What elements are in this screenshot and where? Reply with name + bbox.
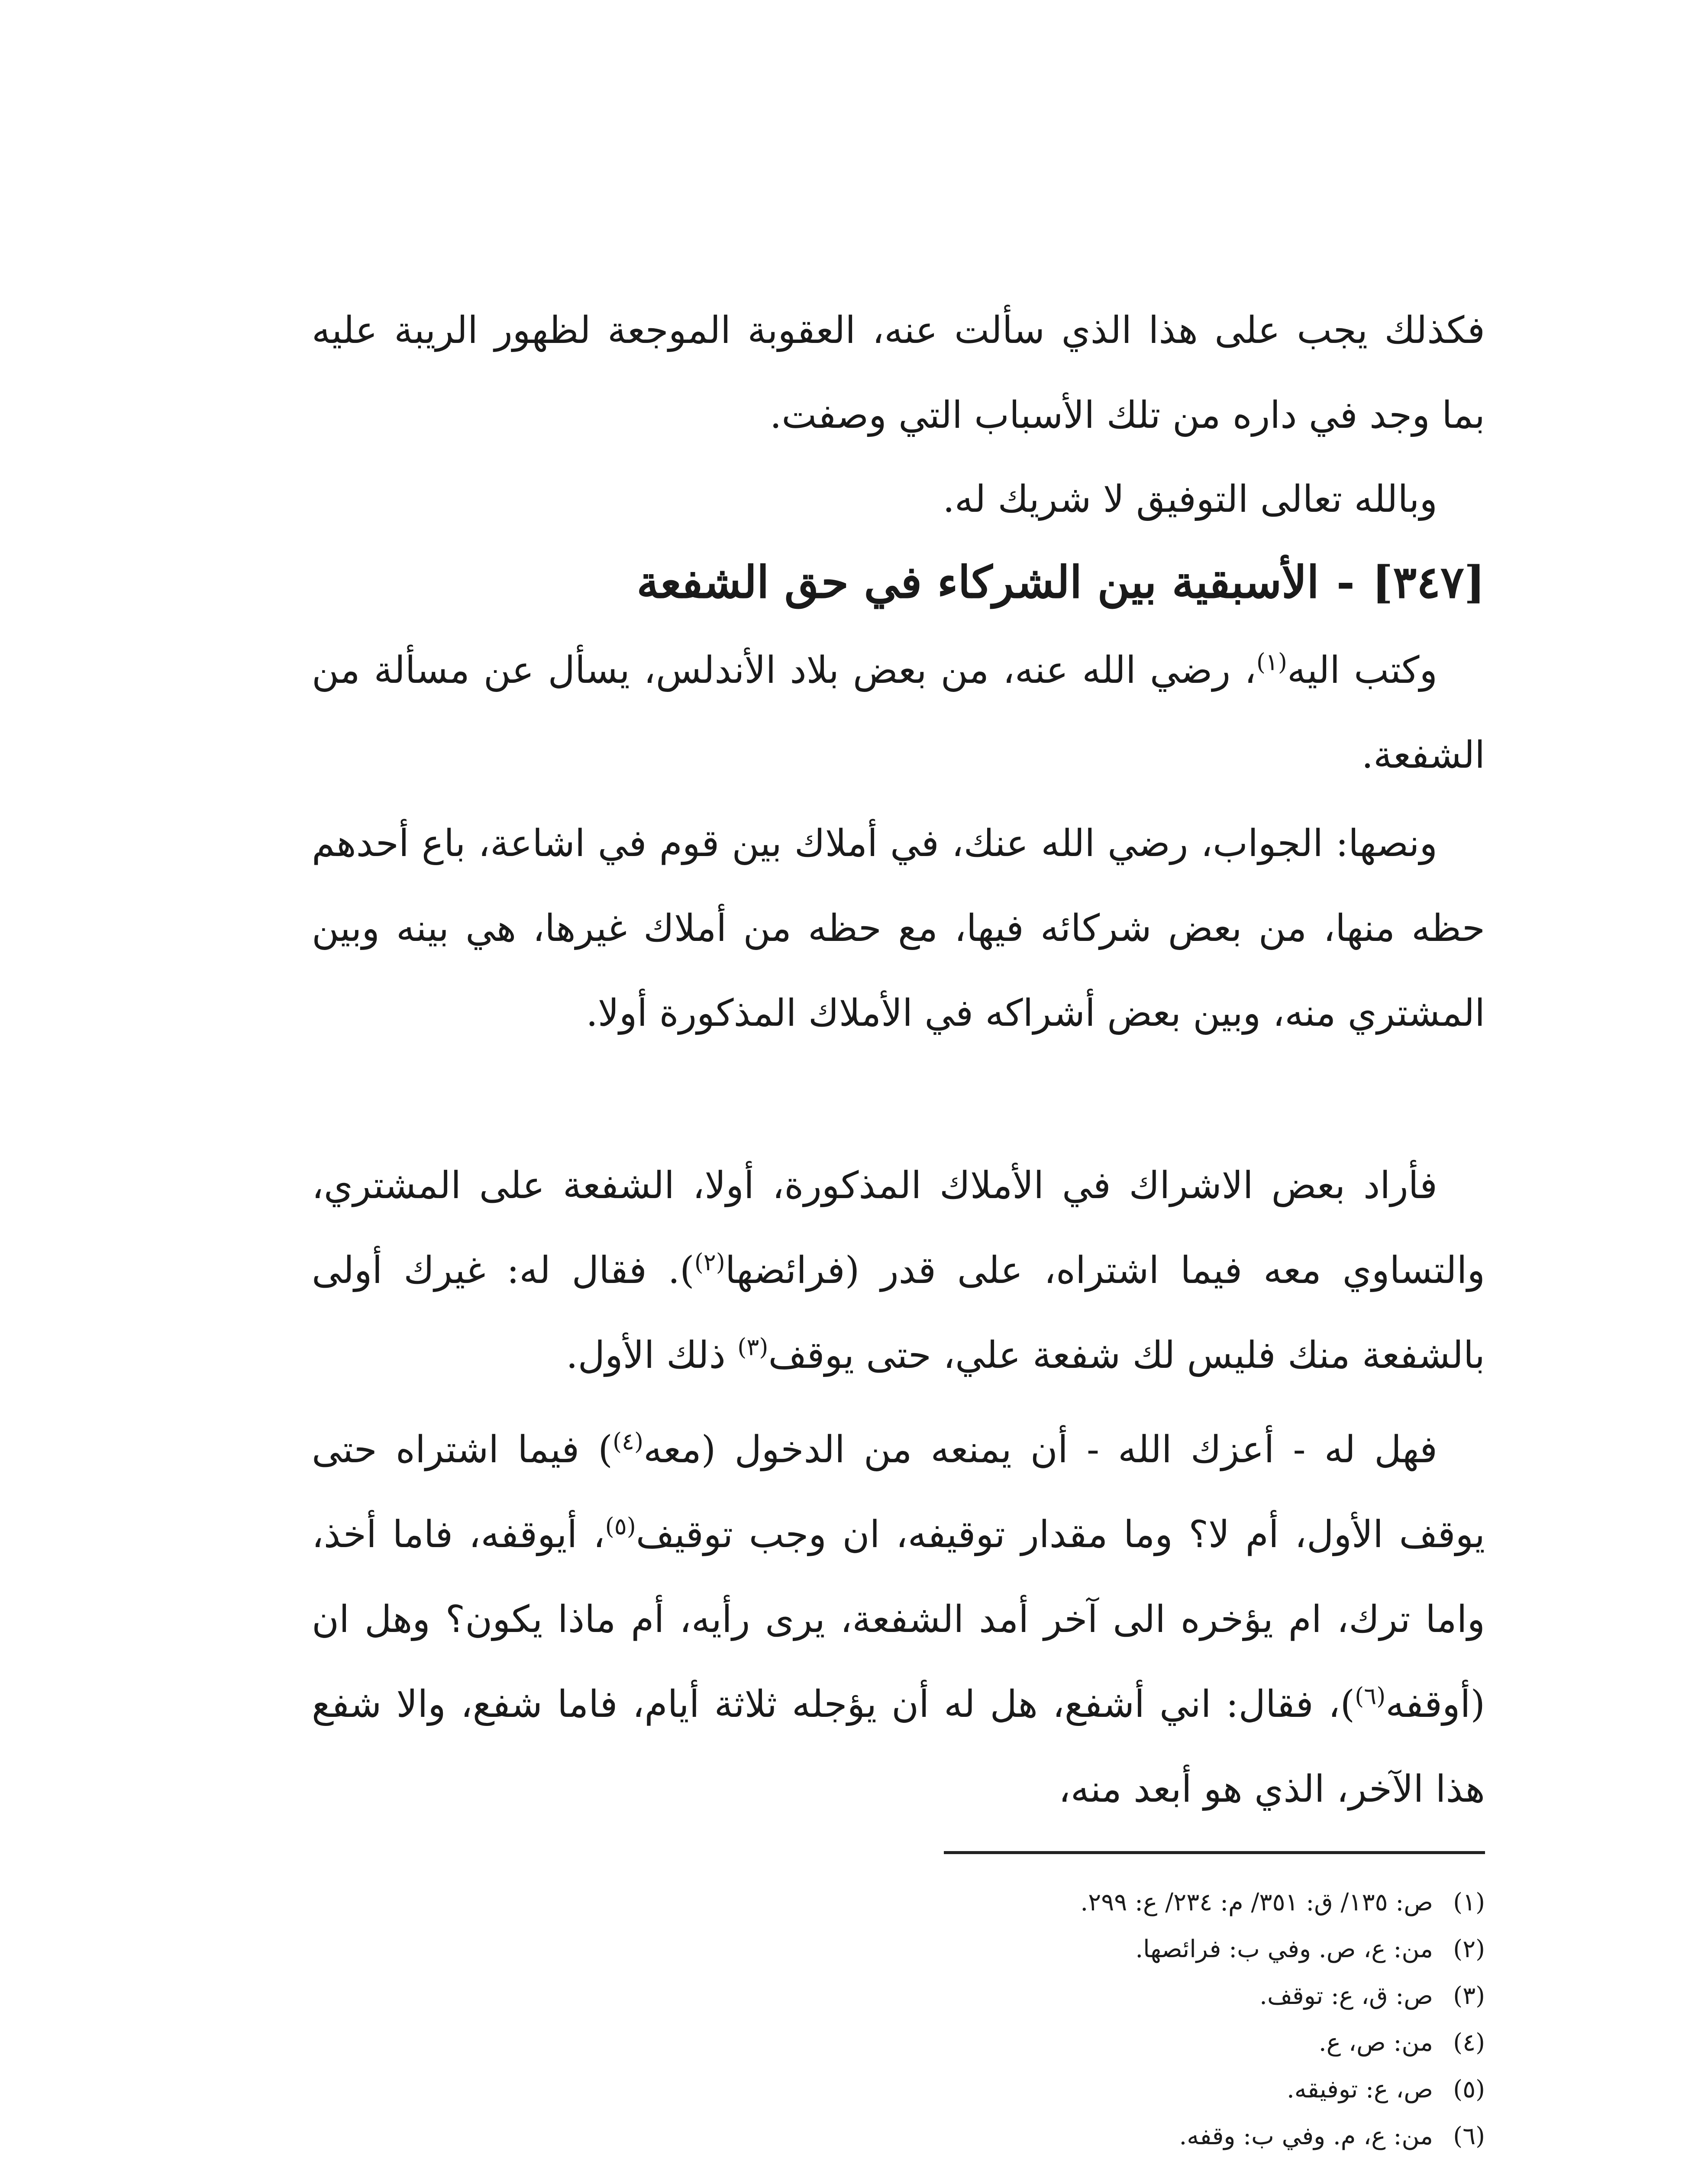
- footnote-item: [312, 2020, 1485, 2066]
- paragraph-6-b: ) فيما اشتراه حتى يوقف الأول، أم لا؟ وما مقدار توقيفه، ان وجب توقيف: [312, 1428, 1485, 1556]
- section-dash: -: [1336, 556, 1355, 608]
- paragraph-3: [312, 628, 1485, 798]
- footnote-item: [312, 2066, 1485, 2113]
- footnote-ref-4: (٤): [612, 1428, 644, 1455]
- footnote-ref-1: (١): [1256, 648, 1287, 676]
- paragraph-3-pre: وكتب اليه: [1287, 649, 1437, 692]
- footnote-text: ص: ق، ع: توقف.: [1259, 1982, 1433, 2010]
- footnote-text: من: ع، ص. وفي ب: فرائصها.: [1135, 1935, 1433, 1963]
- paragraph-5-b: ). فقال له: غيرك أولى بالشفعة منك فليس لك شفعة علي، حتى يوقف: [312, 1249, 1485, 1377]
- paragraph-3-post: ، رضي الله عنه، من بعض بلاد الأندلس، يسأل عن مسألة من الشفعة.: [312, 649, 1485, 777]
- paragraph-6-a: فهل له - أعزك الله - أن يمنعه من الدخول (معه: [643, 1428, 1437, 1471]
- paragraph-6-c: ، أيوقفه، فاما أخذ، واما ترك، ام يؤخره الى آخر أمد الشفعة، يرى رأيه، أم ماذا يكون؟ وهل ان (أوقفه: [312, 1513, 1485, 1726]
- footnote-item: [312, 1926, 1485, 1973]
- footnote-ref-5: (٥): [605, 1512, 636, 1540]
- paragraph-5: [312, 1143, 1485, 1398]
- footnote-text: من: ص، ع.: [1318, 2029, 1433, 2057]
- footnote-item: [312, 2113, 1485, 2160]
- footnote-number: (٣): [1453, 1982, 1485, 2010]
- footnote-item: [312, 1879, 1485, 1926]
- footnote-text: من: ع، م. وفي ب: وقفه.: [1179, 2122, 1433, 2150]
- footnote-number: (١): [1453, 1888, 1485, 1916]
- paragraph-1-text: فكذلك يجب على هذا الذي سألت عنه، العقوبة الموجعة لظهور الريبة عليه بما وجد في داره من تلك الأسباب التي وصفت.: [312, 309, 1485, 437]
- paragraph-1: [312, 288, 1485, 458]
- section-heading: [312, 539, 1485, 626]
- paragraph-6: [312, 1407, 1485, 1832]
- footnote-ref-6: (٦): [1355, 1682, 1386, 1710]
- footnote-number: (٦): [1453, 2122, 1485, 2150]
- footnote-number: (٢): [1453, 1935, 1485, 1963]
- footnote-divider: [944, 1851, 1485, 1854]
- footnote-text: ص، ع: توفيقه.: [1287, 2075, 1433, 2104]
- footnote-ref-3: (٣): [737, 1333, 768, 1361]
- footnote-ref-2: (٢): [694, 1248, 725, 1276]
- footnotes-list: [312, 1879, 1485, 2160]
- section-number: [٣٤٧]: [1372, 556, 1485, 608]
- paragraph-2: [312, 457, 1485, 542]
- footnote-number: (٥): [1453, 2075, 1485, 2104]
- page: [312, 0, 1485, 2165]
- paragraph-5-c: ذلك الأول.: [566, 1334, 738, 1377]
- paragraph-4-text: ونصها: الجواب، رضي الله عنك، في أملاك بين قوم في اشاعة، باع أحدهم حظه منها، من بعض شركائه فيها، مع حظه من أملاك غيرها، هي بينه وبين المشتري منه، وبين بعض أشراكه في الأملاك المذكورة أولا.: [312, 822, 1485, 1035]
- footnote-number: (٤): [1453, 2029, 1485, 2057]
- paragraph-5-a: فأراد بعض الاشراك في الأملاك المذكورة، أولا، الشفعة على المشتري، والتساوي معه فيما اشتراه، على قدر (فرائضها: [312, 1164, 1485, 1292]
- paragraph-2-text: وبالله تعالى التوفيق لا شريك له.: [943, 478, 1437, 521]
- paragraph-6-d: )، فقال: اني أشفع، هل له أن يؤجله ثلاثة أيام، فاما شفع، والا شفع هذا الآخر، الذي هو أبعد منه،: [312, 1683, 1485, 1811]
- footnote-item: [312, 1973, 1485, 2020]
- section-title: الأسبقية بين الشركاء في حق الشفعة: [636, 556, 1319, 608]
- paragraph-4: [312, 801, 1485, 1056]
- footnote-text: ص: ١٣٥/ ق: ٣٥١/ م: ٢٣٤/ ع: ٢٩٩.: [1080, 1888, 1433, 1916]
